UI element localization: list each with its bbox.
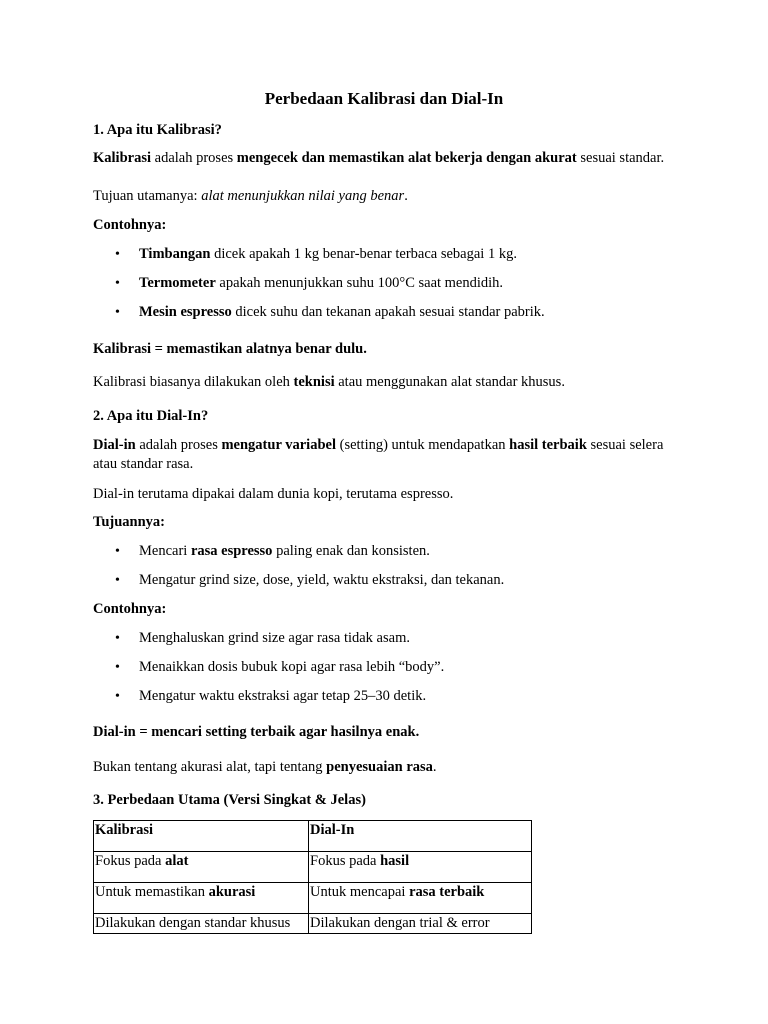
kalibrasi-goal [93, 187, 678, 206]
item-term: Termometer [139, 275, 216, 291]
s2-examples-heading: Contohnya: [93, 601, 167, 617]
cell-emphasis: alat [165, 853, 189, 869]
goal-italic: alat menunjukkan nilai yang benar [201, 188, 405, 204]
bullet-icon: • [115, 689, 120, 704]
item-term: Timbangan [139, 246, 211, 262]
header-text: Kalibrasi [95, 822, 154, 838]
text: adalah proses [135, 437, 222, 453]
item-text: Mencari [139, 543, 191, 559]
cell-text: Untuk memastikan [95, 884, 209, 900]
text: Kalibrasi biasanya dilakukan oleh [93, 374, 294, 390]
cell-text: Untuk mencapai [310, 884, 410, 900]
cell-emphasis: akurasi [208, 884, 256, 900]
dialin-definition [93, 436, 678, 474]
item-text: Mengatur grind size, dose, yield, waktu ekstraksi, dan tekanan. [139, 572, 505, 588]
list-item: Mengatur waktu ekstraksi agar tetap 25–30 detik. [139, 688, 427, 704]
list-item [139, 542, 679, 561]
table-cell [309, 852, 532, 883]
table-cell [94, 852, 309, 883]
emphasis: mengecek dan memastikan alat bekerja dengan akurat [236, 150, 577, 166]
cell-text: Fokus pada [310, 853, 381, 869]
list-item: Menghaluskan grind size agar rasa tidak asam. [139, 630, 410, 646]
table-cell [94, 883, 309, 914]
item-text: apakah menunjukkan suhu 100°C saat mendidih. [215, 275, 504, 291]
section-1-heading: 1. Apa itu Kalibrasi? [93, 122, 222, 138]
comparison-table [93, 820, 532, 934]
kalibrasi-note [93, 373, 678, 392]
term-dialin: Dial-in [93, 437, 136, 453]
text: Tujuan utamanya: [93, 188, 202, 204]
bullet-icon: • [115, 573, 120, 588]
dialin-summary: Dial-in = mencari setting terbaik agar hasilnya enak. [93, 724, 420, 740]
table-cell [94, 914, 309, 934]
list-item [139, 274, 679, 293]
table-cell [309, 883, 532, 914]
table-row [94, 852, 532, 883]
list-item [139, 245, 679, 264]
table-header-cell [94, 821, 309, 852]
item-text: dicek apakah 1 kg benar-benar terbaca sebagai 1 kg. [210, 246, 517, 262]
header-text: Dial-In [310, 822, 355, 838]
section-3-heading: 3. Perbedaan Utama (Versi Singkat & Jelas) [93, 792, 366, 808]
list-item [139, 571, 679, 590]
emphasis: teknisi [293, 374, 335, 390]
table-row [94, 914, 532, 934]
section-2-heading: 2. Apa itu Dial-In? [93, 408, 209, 424]
item-term: Mesin espresso [139, 304, 232, 320]
cell-emphasis: hasil [380, 853, 410, 869]
text: . [432, 759, 437, 775]
list-item [139, 303, 679, 322]
bullet-icon: • [115, 631, 120, 646]
text: sesuai selera atau standar rasa. [93, 437, 664, 472]
table-header-row [94, 821, 532, 852]
item-text: dicek suhu dan tekanan apakah sesuai standar pabrik. [231, 304, 545, 320]
item-text: paling enak dan konsisten. [272, 543, 430, 559]
text: adalah proses [151, 150, 237, 166]
table-cell [309, 914, 532, 934]
list-item: Menaikkan dosis bubuk kopi agar rasa lebih “body”. [139, 659, 445, 675]
emphasis: mengatur variabel [221, 437, 336, 453]
table-row [94, 883, 532, 914]
emphasis: hasil terbaik [509, 437, 587, 453]
s2-goals-heading: Tujuannya: [93, 514, 166, 530]
bullet-icon: • [115, 276, 120, 291]
text: . [404, 188, 408, 204]
dialin-usage: Dial-in terutama dipakai dalam dunia kopi, terutama espresso. [93, 486, 454, 502]
bullet-icon: • [115, 247, 120, 262]
bullet-icon: • [115, 660, 120, 675]
cell-text: Dilakukan dengan standar khusus [95, 915, 291, 931]
kalibrasi-summary: Kalibrasi = memastikan alatnya benar dulu. [93, 341, 367, 357]
text: (setting) untuk mendapatkan [335, 437, 510, 453]
cell-text: Dilakukan dengan trial & error [310, 915, 490, 931]
term-kalibrasi: Kalibrasi [93, 150, 152, 166]
dialin-note [93, 758, 678, 777]
text: atau menggunakan alat standar khusus. [334, 374, 565, 390]
document-title: Perbedaan Kalibrasi dan Dial-In [264, 89, 504, 108]
item-emphasis: rasa espresso [190, 543, 273, 559]
bullet-icon: • [115, 305, 120, 320]
bullet-icon: • [115, 544, 120, 559]
cell-emphasis: rasa terbaik [409, 884, 485, 900]
table-header-cell [309, 821, 532, 852]
text: sesuai standar. [576, 150, 665, 166]
emphasis: penyesuaian rasa [326, 759, 433, 775]
text: Bukan tentang akurasi alat, tapi tentang [93, 759, 327, 775]
s1-examples-heading: Contohnya: [93, 217, 167, 233]
cell-text: Fokus pada [95, 853, 166, 869]
kalibrasi-definition [93, 149, 678, 168]
